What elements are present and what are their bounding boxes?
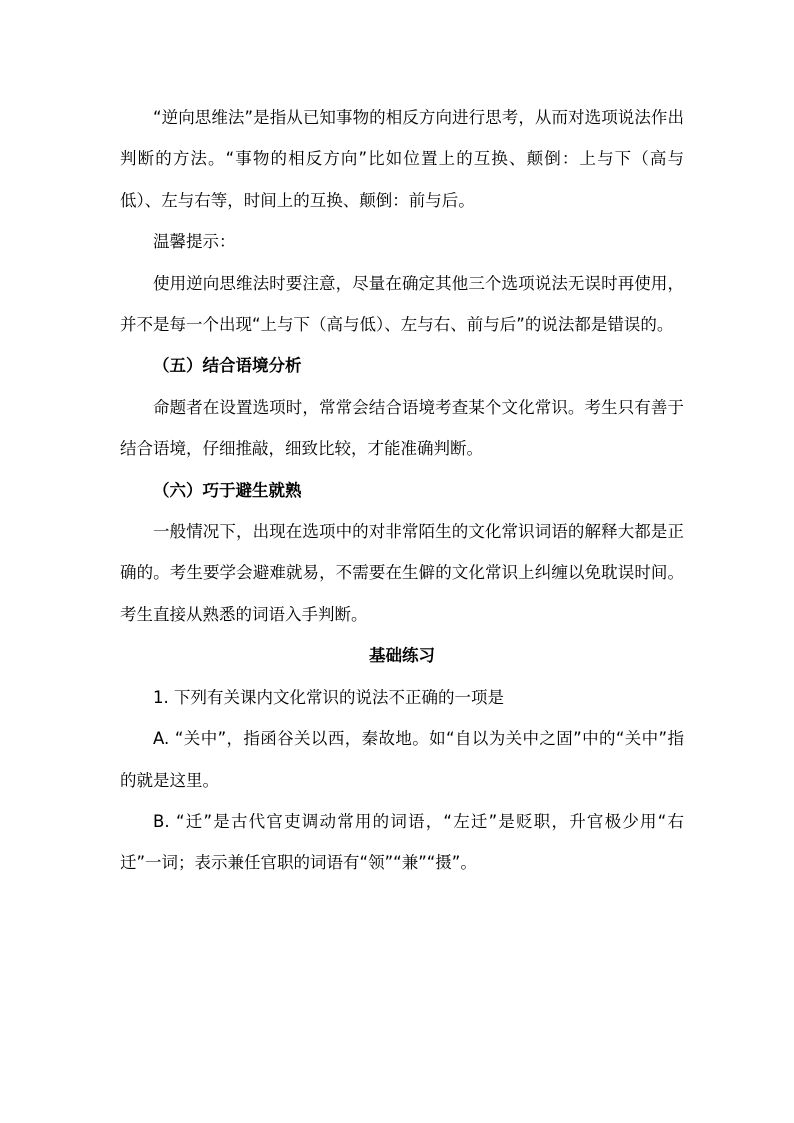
option-a: A. “关中”，指函谷关以西，秦故地。如“自以为关中之固”中的“关中”指的就是这里。 xyxy=(120,729,684,790)
heading-section-5: （五）结合语境分析 xyxy=(153,356,302,376)
heading-section-6: （六）巧于避生就熟 xyxy=(153,480,302,500)
section-title-basic-practice: 基础练习 xyxy=(369,646,435,666)
option-b: B. “迁”是古代官吏调动常用的词语，“左迁”是贬职，升官极少用“右迁”一词；表示兼任官职的词语有“领”“兼”“摄”。 xyxy=(120,811,684,873)
paragraph-avoid-unfamiliar: 一般情况下，出现在选项中的对非常陌生的文化常识词语的解释大都是正确的。考生要学会避难就易，不需要在生僻的文化常识上纠缠以免耽误时间。考生直接从熟悉的词语入手判断。 xyxy=(120,522,684,624)
document-body xyxy=(120,97,684,884)
paragraph-context-analysis: 命题者在设置选项时，常常会结合语境考查某个文化常识。考生只有善于结合语境，仔细推敲，细致比较，才能准确判断。 xyxy=(120,397,684,459)
paragraph-tip-content: 使用逆向思维法时要注意，尽量在确定其他三个选项说法无误时再使用，并不是每一个出现“上与下（高与低）、左与右、前与后”的说法都是错误的。 xyxy=(120,273,684,335)
paragraph-tip-label: 温馨提示： xyxy=(153,232,236,252)
paragraph-reverse-thinking: “逆向思维法”是指从已知事物的相反方向进行思考，从而对选项说法作出判断的方法。“事物的相反方向”比如位置上的互换、颠倒：上与下（高与低）、左与右等，时间上的互换、颠倒：前与后。 xyxy=(120,108,684,210)
question-1: 1. 下列有关课内文化常识的说法不正确的一项是 xyxy=(153,687,504,707)
